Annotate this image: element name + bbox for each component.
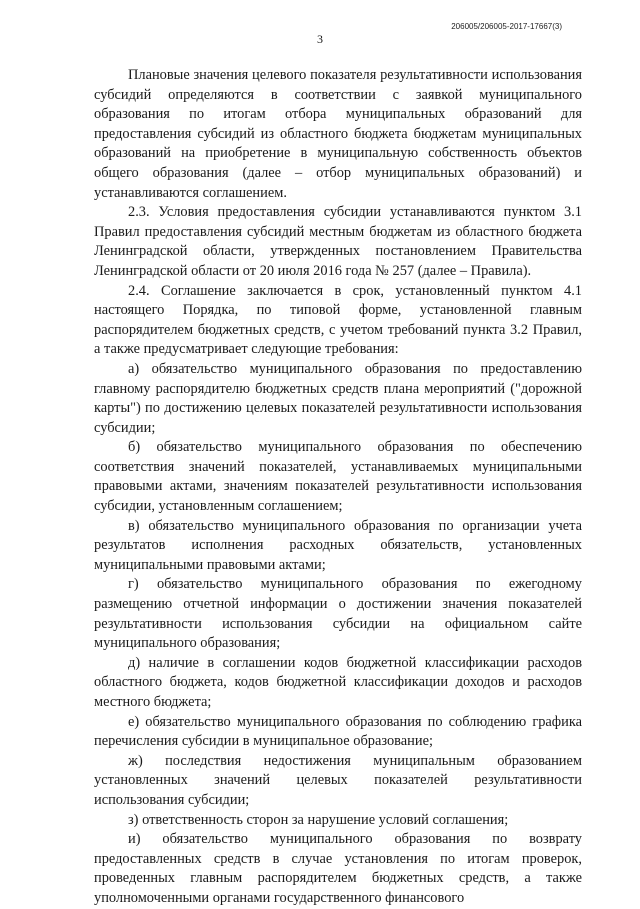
list-item-zh: ж) последствия недостижения муниципальным образованием установленных значений целевых показателей результативности использования субсидии;: [94, 752, 582, 808]
list-item-b: б) обязательство муниципального образования по обеспечению соответствия значений показателей, устанавливаемых муниципальными правовыми актами, значениям показателей результативности использования субсидии, установленным соглашением;: [94, 439, 582, 515]
list-item-g: г) обязательство муниципального образования по ежегодному размещению отчетной информации о достижении значения показателей результативности использования субсидии на официальном сайте муниципального образования;: [94, 576, 582, 652]
list-item-a: а) обязательство муниципального образования по предоставлению главному распорядителю бюджетных средств плана мероприятий ("дорожной карты") по достижению целевых показателей результативности использования субсидии;: [94, 360, 582, 436]
paragraph-target-values: Плановые значения целевого показателя результативности использования субсидий определяются в соответствии с заявкой муниципального образования по итогам отбора муниципальных образований для предоставления субсидий из областного бюджета бюджетам муниципальных образований на приобретение в муниципальную собственность объектов общего образования (далее – отбор муниципальных образований) и устанавливаются соглашением.: [94, 67, 582, 201]
list-item-v: в) обязательство муниципального образования по организации учета результатов исполнения расходных обязательств, установленных муниципальными правовыми актами;: [94, 517, 582, 573]
list-item-i: и) обязательство муниципального образования по возврату предоставленных средств в случае установления по итогам проверок, проведенных главным распорядителем бюджетных средств, а также уполномоченными органами государственного финансового: [94, 831, 582, 906]
list-item-e: е) обязательство муниципального образования по соблюдению графика перечисления субсидии в муниципальное образование;: [94, 713, 582, 750]
document-body: [94, 66, 582, 909]
list-item-z: з) ответственность сторон за нарушение условий соглашения;: [128, 811, 509, 828]
page-number: 3: [317, 32, 323, 46]
paragraph-2-4: 2.4. Соглашение заключается в срок, установленный пунктом 4.1 настоящего Порядка, по типовой форме, установленной главным распорядителем бюджетных средств, с учетом требований пункта 3.2 Правил, а также предусматривает следующие требования:: [94, 282, 582, 358]
paragraph-2-3: 2.3. Условия предоставления субсидии устанавливаются пунктом 3.1 Правил предоставления субсидий местным бюджетам из областного бюджета Ленинградской области, утвержденных постановлением Правительства Ленинградской области от 20 июля 2016 года № 257 (далее – Правила).: [94, 204, 582, 279]
document-id: 206005/206005-2017-17667(3): [451, 22, 562, 31]
list-item-d: д) наличие в соглашении кодов бюджетной классификации расходов областного бюджета, кодов бюджетной классификации доходов и расходов местного бюджета;: [94, 654, 582, 710]
